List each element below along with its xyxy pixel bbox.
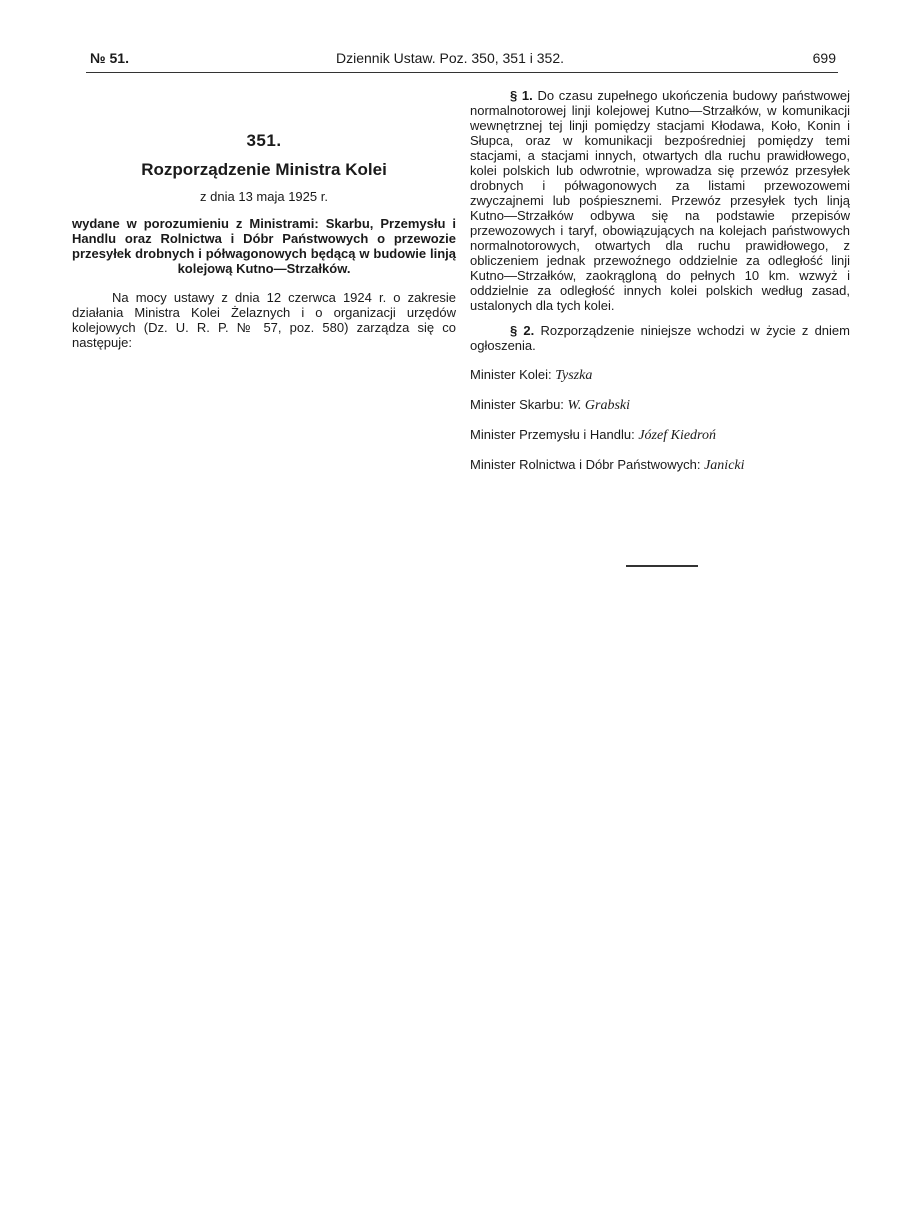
section-1-text-2: Przewóz przesyłek tych linją Kutno—Strzałków odbywa się na podstawie przepisów przewozowych i taryf, obowiązujących na kolejach państwowych normalnotorowych, otwartych dla ruchu prawidłowego, z obliczeniem jednak przewoźnego oddzielnie za odległość linji Kutno—Strzałków, zaokrągloną do pełnych 10 km. wzwyż i oddzielnie za odległość innych kolei polskich według zasad, ustalonych dla tych kolei. [470,193,850,313]
signer-role: Minister Przemysłu i Handlu: [470,427,635,442]
signer-role: Minister Kolei: [470,367,552,382]
section-2-label: § 2. [510,323,535,338]
issue-number: № 51. [90,50,129,66]
header-divider [86,72,838,73]
act-title: Rozporządzenie Ministra Kolei [141,160,387,179]
journal-title: Dziennik Ustaw. Poz. 350, 351 i 352. [336,50,565,66]
signature-line [470,457,850,473]
signatures [470,367,850,473]
section-1 [470,88,850,313]
act-date: z dnia 13 maja 1925 r. [200,189,328,204]
act-subtitle: wydane w porozumieniu z Ministrami: Skarbu, Przemysłu i Handlu oraz Rolnictwa i Dóbr Państwowych o przewozie przesyłek drobnych i półwagonowych będącą w budowie linją kolejową Kutno—Strzałków. [72,216,456,276]
signer-name: Tyszka [555,368,593,383]
signer-name: Józef Kiedroń [638,428,716,443]
page-number: 699 [812,50,836,66]
signer-role: Minister Rolnictwa i Dóbr Państwowych: [470,457,701,472]
section-2 [470,323,850,353]
section-1-label: § 1. [510,88,533,103]
signer-name: W. Grabski [567,398,631,413]
signature-line [470,427,850,443]
signature-line [470,397,850,413]
end-divider [626,565,698,567]
left-column [72,88,456,350]
act-preamble: Na mocy ustawy z dnia 12 czerwca 1924 r. o zakresie działania Ministra Kolei Żelaznych i o organizacji urzędów kolejowych (Dz. U. R. P. № 57, poz. 580) zarządza się co następuje: [72,290,456,350]
section-1-text: Do czasu zupełnego ukończenia budowy państwowej normalnotorowej linji kolejowej Kutno—Strzałków, w komunikacji wewnętrznej tej linji pomiędzy stacjami Kłodawa, Koło, Konin i Słupca, oraz w komunikacji bezpośredniej pomiędzy temi stacjami, a stacjami innych, otwartych dla ruchu prawidłowego, kolei polskich lub odwrotnie, wprowadza się przewóz przesyłek drobnych i półwagonowych za listami przewozowemi zwyczajnemi lub pośpiesznemi. [470,88,850,208]
signer-role: Minister Skarbu: [470,397,564,412]
right-column [470,88,850,473]
signer-name: Janicki [704,458,745,473]
section-2-text: Rozporządzenie niniejsze wchodzi w życie z dniem ogłoszenia. [470,323,850,353]
act-number: 351. [246,131,282,150]
signature-line [470,367,850,383]
page-header [90,50,836,70]
